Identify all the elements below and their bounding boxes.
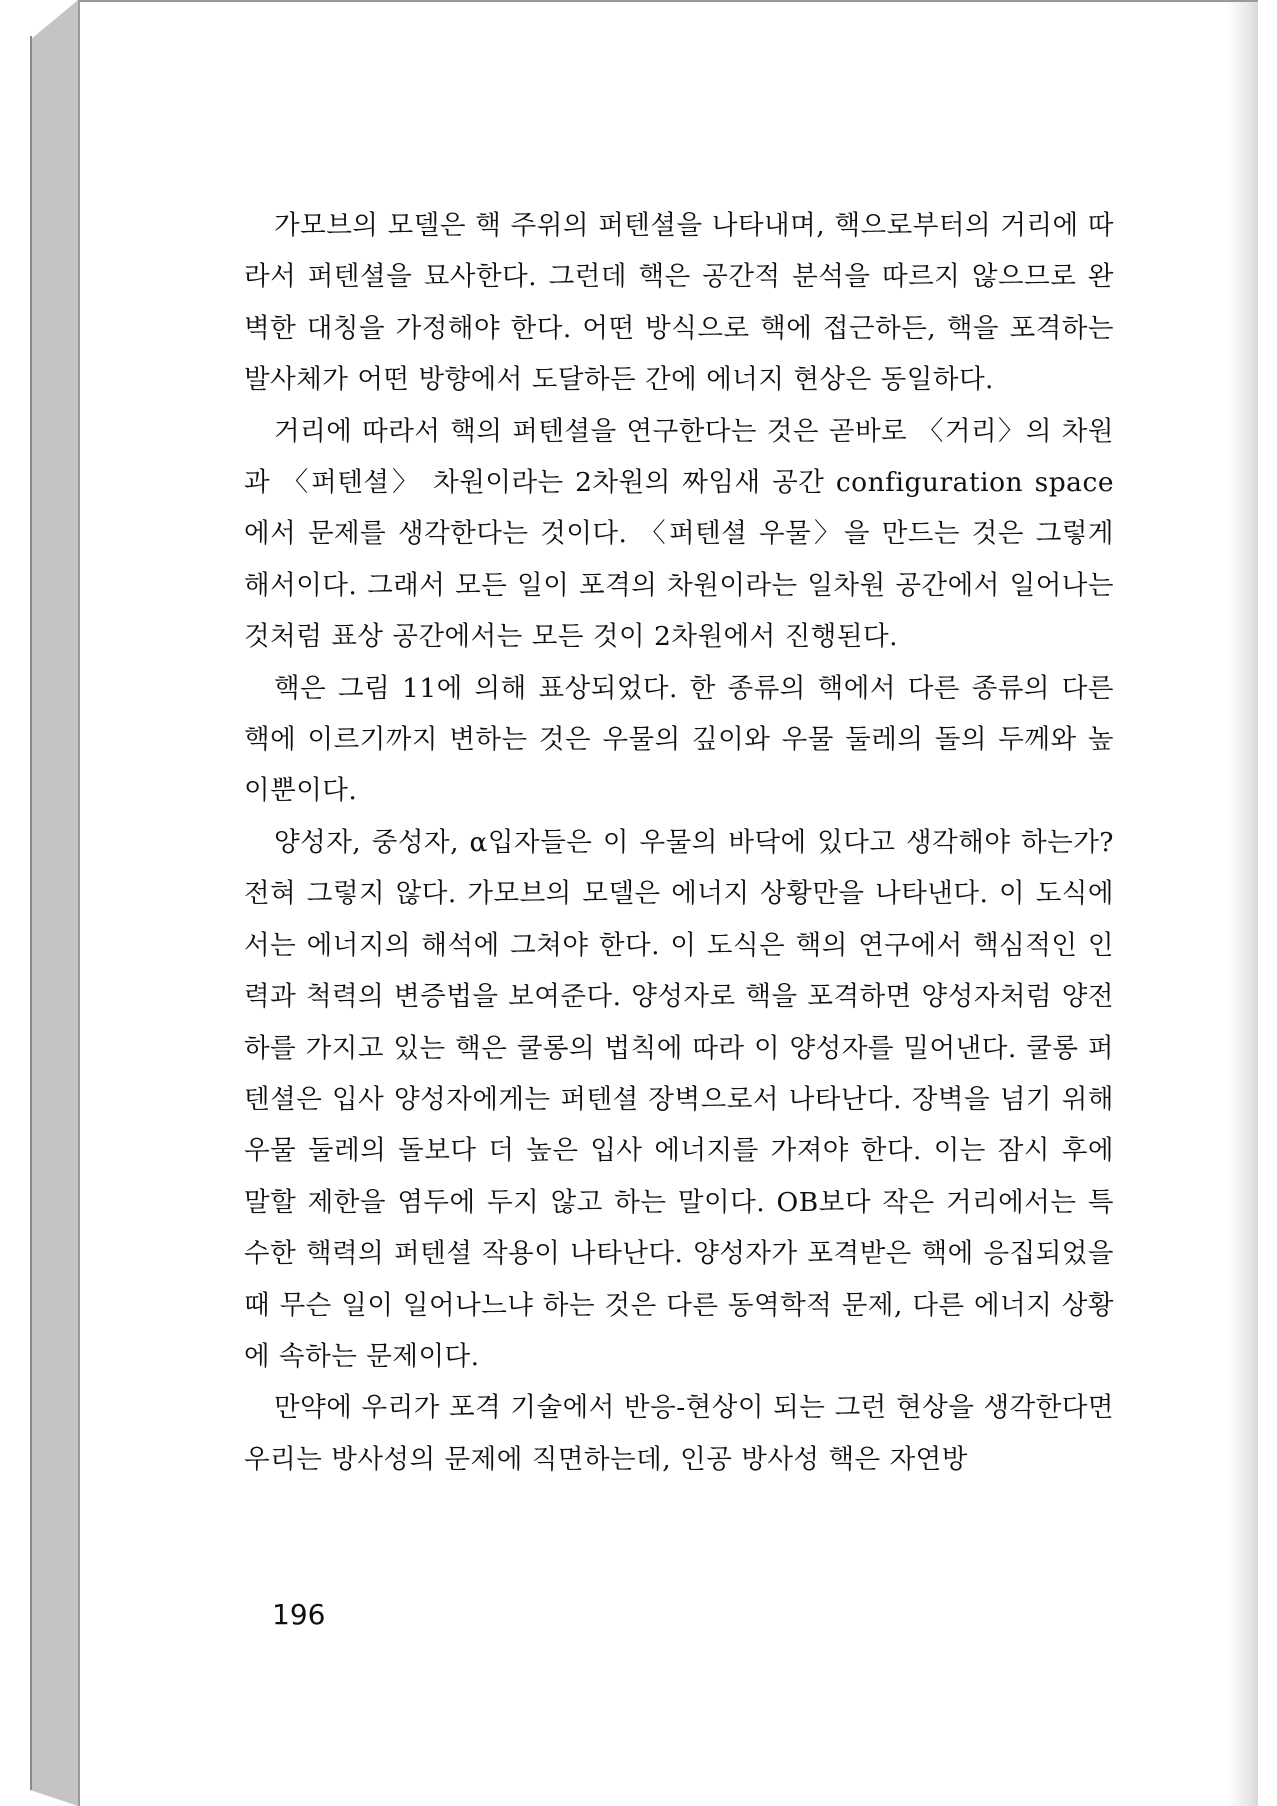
page-number: 196: [272, 1598, 326, 1631]
paragraph-3: 핵은 그림 11에 의해 표상되었다. 한 종류의 핵에서 다른 종류의 다른 핵에 이르기까지 변하는 것은 우물의 깊이와 우물 둘레의 돌의 두께와 높이뿐이다.: [244, 672, 1114, 807]
book-spine-edge: [30, 0, 78, 1806]
paragraph-4: 양성자, 중성자, α입자들은 이 우물의 바닥에 있다고 생각해야 하는가? 전혀 그렇지 않다. 가모브의 모델은 에너지 상황만을 나타낸다. 이 도식에서는 에너지의 해석에 그쳐야 한다. 이 도식은 핵의 연구에서 핵심적인 인력과 척력의 변증법을 보여준다. 양성자로 핵을 포격하면 양성자처럼 양전하를 가지고 있는 핵은 쿨롱의 법칙에 따라 이 양성자를 밀어낸다. 쿨롱 퍼텐셜은 입사 양성자에게는 퍼텐셜 장벽으로서 나타난다. 장벽을 넘기 위해 우물 둘레의 돌보다 더 높은 입사 에너지를 가져야 한다. 이는 잠시 후에 말할 제한을 염두에 두지 않고 하는 말이다. OB보다 작은 거리에서는 특수한 핵력의 퍼텐셜 작용이 나타난다. 양성자가 포격받은 핵에 응집되었을 때 무슨 일이 일어나느냐 하는 것은 다른 동역학적 문제, 다른 에너지 상황에 속하는 문제이다.: [244, 826, 1114, 1372]
page-right-shadow: [1228, 2, 1258, 1806]
body-text: [244, 200, 1114, 1485]
paragraph-2: 거리에 따라서 핵의 퍼텐셜을 연구한다는 것은 곧바로 〈거리〉의 차원과 〈퍼텐셜〉 차원이라는 2차원의 짜임새 공간 configuration space에서 문제를 생각한다는 것이다. 〈퍼텐셜 우물〉을 만드는 것은 그렇게 해서이다. 그래서 모든 일이 포격의 차원이라는 일차원 공간에서 일어나는 것처럼 표상 공간에서는 모든 것이 2차원에서 진행된다.: [244, 415, 1114, 653]
paragraph-1: 가모브의 모델은 핵 주위의 퍼텐셜을 나타내며, 핵으로부터의 거리에 따라서 퍼텐셜을 묘사한다. 그런데 핵은 공간적 분석을 따르지 않으므로 완벽한 대칭을 가정해야 한다. 어떤 방식으로 핵에 접근하든, 핵을 포격하는 발사체가 어떤 방향에서 도달하든 간에 에너지 현상은 동일하다.: [244, 210, 1114, 396]
paragraph-5: 만약에 우리가 포격 기술에서 반응-현상이 되는 그런 현상을 생각한다면 우리는 방사성의 문제에 직면하는데, 인공 방사성 핵은 자연방: [244, 1392, 1114, 1475]
book-edge-line: [30, 36, 32, 1790]
